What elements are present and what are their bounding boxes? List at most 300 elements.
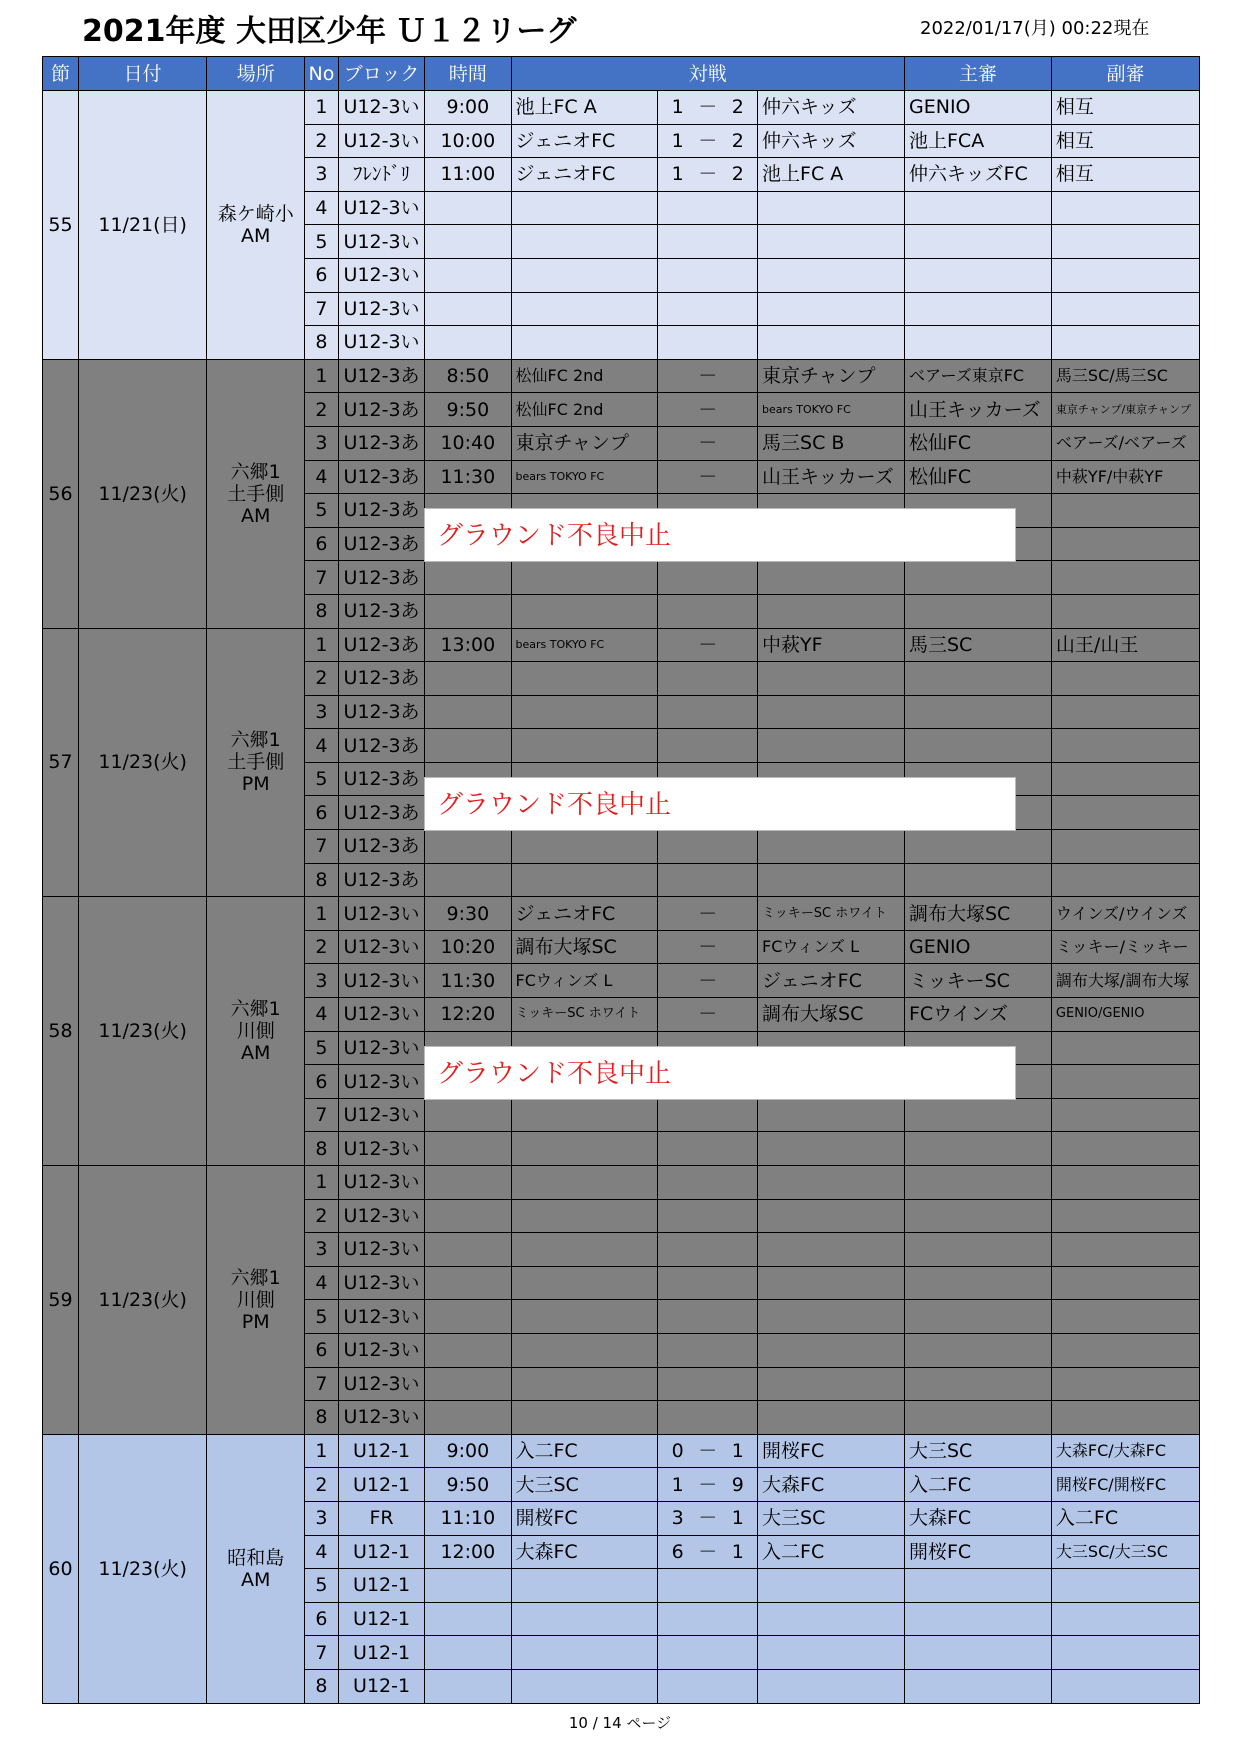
matchday-number: 59: [43, 1166, 79, 1435]
cancellation-notice: グラウンド不良中止: [424, 1046, 1016, 1100]
assistant-referee: [1051, 762, 1199, 796]
away-team: [758, 1233, 905, 1267]
away-score: [719, 830, 758, 864]
away-team: [758, 1636, 905, 1670]
game-no: 5: [305, 1569, 339, 1603]
score-separator: [697, 561, 719, 595]
referee: [905, 1166, 1052, 1200]
score-separator: [697, 1300, 719, 1334]
update-timestamp: 2022/01/17(月) 00:22現在: [920, 18, 1150, 39]
home-score: [658, 1199, 697, 1233]
kickoff-time: [425, 1132, 511, 1166]
away-team: [758, 326, 905, 360]
referee: [905, 729, 1052, 763]
referee: [905, 1333, 1052, 1367]
score-separator: －: [697, 124, 719, 158]
score-separator: [697, 1367, 719, 1401]
home-team: 松仙FC 2nd: [511, 359, 658, 393]
score-separator: －: [697, 1501, 719, 1535]
block-label: U12-3い: [338, 998, 424, 1032]
page-title: 2021年度 大田区少年 Ｕ１２リーグ: [82, 14, 577, 49]
assistant-referee: [1051, 796, 1199, 830]
home-team: ジェニオFC: [511, 158, 658, 192]
score-separator: [697, 1669, 719, 1703]
kickoff-time: 10:20: [425, 930, 511, 964]
game-no: 8: [305, 1132, 339, 1166]
away-score: [719, 1636, 758, 1670]
away-team: [758, 1602, 905, 1636]
away-score: [719, 628, 758, 662]
block-label: U12-3い: [338, 930, 424, 964]
table-row: [43, 1166, 1200, 1200]
game-no: 5: [305, 762, 339, 796]
away-team: ミッキーSC ホワイト: [758, 897, 905, 931]
home-team: bears TOKYO FC: [511, 460, 658, 494]
away-team: [758, 1333, 905, 1367]
game-no: 6: [305, 1065, 339, 1099]
assistant-referee: [1051, 292, 1199, 326]
away-score: [719, 964, 758, 998]
kickoff-time: [425, 258, 511, 292]
block-label: U12-3い: [338, 964, 424, 998]
referee: 大三SC: [905, 1434, 1052, 1468]
game-no: 7: [305, 561, 339, 595]
score-separator: [697, 292, 719, 326]
away-score: [719, 1333, 758, 1367]
home-score: [658, 1300, 697, 1334]
away-team: [758, 561, 905, 595]
score-separator: [697, 729, 719, 763]
home-score: 1: [658, 1468, 697, 1502]
assistant-referee: [1051, 1233, 1199, 1267]
home-score: [658, 359, 697, 393]
away-score: [719, 561, 758, 595]
assistant-referee: [1051, 1266, 1199, 1300]
referee: [905, 1199, 1052, 1233]
game-no: 3: [305, 695, 339, 729]
assistant-referee: [1051, 830, 1199, 864]
away-team: [758, 1300, 905, 1334]
game-no: 3: [305, 426, 339, 460]
away-score: [719, 191, 758, 225]
home-team: 池上FC A: [511, 91, 658, 125]
score-separator: [697, 1098, 719, 1132]
away-team: [758, 1098, 905, 1132]
away-team: [758, 1166, 905, 1200]
game-no: 2: [305, 1199, 339, 1233]
assistant-referee: ウインズ/ウインズ: [1051, 897, 1199, 931]
block-label: U12-3い: [338, 1233, 424, 1267]
away-team: 仲六キッズ: [758, 91, 905, 125]
assistant-referee: [1051, 1065, 1199, 1099]
assistant-referee: 調布大塚/調布大塚: [1051, 964, 1199, 998]
game-no: 1: [305, 897, 339, 931]
away-team: 仲六キッズ: [758, 124, 905, 158]
away-team: [758, 1199, 905, 1233]
block-label: ﾌﾚﾝﾄﾞﾘ: [338, 158, 424, 192]
referee: [905, 830, 1052, 864]
away-score: [719, 897, 758, 931]
referee: [905, 292, 1052, 326]
referee: GENIO: [905, 91, 1052, 125]
score-separator: [697, 191, 719, 225]
home-score: 0: [658, 1434, 697, 1468]
assistant-referee: 馬三SC/馬三SC: [1051, 359, 1199, 393]
away-score: [719, 998, 758, 1032]
home-score: [658, 1333, 697, 1367]
home-score: [658, 1602, 697, 1636]
away-team: 調布大塚SC: [758, 998, 905, 1032]
away-team: FCウィンズ L: [758, 930, 905, 964]
referee: [905, 326, 1052, 360]
home-score: [658, 594, 697, 628]
score-separator: [697, 225, 719, 259]
score-separator: －: [697, 158, 719, 192]
assistant-referee: [1051, 1098, 1199, 1132]
referee: [905, 1669, 1052, 1703]
away-team: bears TOKYO FC: [758, 393, 905, 427]
block-label: U12-3い: [338, 225, 424, 259]
home-score: [658, 1401, 697, 1435]
block-label: U12-3あ: [338, 359, 424, 393]
away-score: 2: [719, 124, 758, 158]
venue-name: 森ケ崎小 AM: [207, 91, 305, 360]
referee: [905, 1401, 1052, 1435]
away-team: [758, 1266, 905, 1300]
block-label: U12-3い: [338, 292, 424, 326]
game-no: 8: [305, 326, 339, 360]
away-score: [719, 359, 758, 393]
away-team: [758, 1669, 905, 1703]
home-team: [511, 561, 658, 595]
kickoff-time: [425, 1199, 511, 1233]
col-header-match: 対戦: [511, 57, 905, 91]
kickoff-time: [425, 729, 511, 763]
kickoff-time: [425, 1266, 511, 1300]
assistant-referee: [1051, 695, 1199, 729]
home-score: [658, 1367, 697, 1401]
home-team: 入二FC: [511, 1434, 658, 1468]
game-no: 4: [305, 1266, 339, 1300]
assistant-referee: [1051, 1132, 1199, 1166]
home-team: [511, 1569, 658, 1603]
away-team: 馬三SC B: [758, 426, 905, 460]
kickoff-time: 11:10: [425, 1501, 511, 1535]
assistant-referee: [1051, 225, 1199, 259]
referee: [905, 1132, 1052, 1166]
away-score: [719, 326, 758, 360]
assistant-referee: [1051, 729, 1199, 763]
home-score: [658, 863, 697, 897]
game-no: 7: [305, 1098, 339, 1132]
game-no: 4: [305, 460, 339, 494]
away-score: [719, 1401, 758, 1435]
referee: 仲六キッズFC: [905, 158, 1052, 192]
score-separator: －: [697, 393, 719, 427]
game-no: 3: [305, 158, 339, 192]
table-row: [43, 628, 1200, 662]
home-score: [658, 326, 697, 360]
home-score: [658, 830, 697, 864]
score-separator: －: [697, 426, 719, 460]
away-score: [719, 729, 758, 763]
kickoff-time: 12:00: [425, 1535, 511, 1569]
table-row: [43, 359, 1200, 393]
kickoff-time: [425, 191, 511, 225]
away-team: [758, 225, 905, 259]
block-label: U12-3い: [338, 1098, 424, 1132]
referee: [905, 258, 1052, 292]
referee: [905, 191, 1052, 225]
referee: [905, 561, 1052, 595]
home-score: [658, 930, 697, 964]
score-separator: [697, 1602, 719, 1636]
kickoff-time: [425, 1333, 511, 1367]
block-label: U12-3あ: [338, 695, 424, 729]
kickoff-time: 13:00: [425, 628, 511, 662]
col-header-no: No: [305, 57, 339, 91]
block-label: U12-1: [338, 1535, 424, 1569]
away-team: [758, 1367, 905, 1401]
assistant-referee: [1051, 863, 1199, 897]
block-label: U12-3い: [338, 1367, 424, 1401]
score-separator: －: [697, 359, 719, 393]
kickoff-time: [425, 1602, 511, 1636]
game-no: 8: [305, 863, 339, 897]
home-score: [658, 258, 697, 292]
kickoff-time: 10:00: [425, 124, 511, 158]
away-score: [719, 1669, 758, 1703]
away-team: [758, 1401, 905, 1435]
score-separator: [697, 830, 719, 864]
referee: FCウインズ: [905, 998, 1052, 1032]
home-team: [511, 1132, 658, 1166]
home-score: 1: [658, 158, 697, 192]
assistant-referee: [1051, 1199, 1199, 1233]
assistant-referee: [1051, 561, 1199, 595]
assistant-referee: [1051, 1602, 1199, 1636]
score-separator: [697, 863, 719, 897]
away-team: [758, 662, 905, 696]
block-label: U12-3い: [338, 124, 424, 158]
home-team: [511, 594, 658, 628]
block-label: U12-1: [338, 1669, 424, 1703]
game-no: 8: [305, 1669, 339, 1703]
assistant-referee: [1051, 1669, 1199, 1703]
referee: [905, 1300, 1052, 1334]
home-team: [511, 1300, 658, 1334]
home-score: [658, 1636, 697, 1670]
kickoff-time: [425, 1367, 511, 1401]
block-label: U12-3い: [338, 258, 424, 292]
home-team: 大三SC: [511, 1468, 658, 1502]
referee: [905, 863, 1052, 897]
block-label: U12-3い: [338, 1266, 424, 1300]
home-team: [511, 662, 658, 696]
game-no: 1: [305, 1166, 339, 1200]
match-date: 11/23(火): [78, 1166, 206, 1435]
home-score: [658, 729, 697, 763]
home-team: [511, 1636, 658, 1670]
score-separator: [697, 1266, 719, 1300]
home-team: [511, 1266, 658, 1300]
home-score: [658, 393, 697, 427]
assistant-referee: 相互: [1051, 91, 1199, 125]
assistant-referee: [1051, 191, 1199, 225]
away-score: [719, 594, 758, 628]
assistant-referee: [1051, 1569, 1199, 1603]
match-date: 11/23(火): [78, 1434, 206, 1703]
assistant-referee: [1051, 1166, 1199, 1200]
home-score: 3: [658, 1501, 697, 1535]
game-no: 8: [305, 594, 339, 628]
referee: [905, 1266, 1052, 1300]
assistant-referee: [1051, 326, 1199, 360]
assistant-referee: [1051, 662, 1199, 696]
table-row: [43, 897, 1200, 931]
score-separator: －: [697, 998, 719, 1032]
block-label: U12-3あ: [338, 662, 424, 696]
matchday-number: 56: [43, 359, 79, 628]
assistant-referee: 開桜FC/開桜FC: [1051, 1468, 1199, 1502]
block-label: U12-3あ: [338, 527, 424, 561]
block-label: U12-3い: [338, 897, 424, 931]
referee: [905, 1602, 1052, 1636]
table-row: [43, 1434, 1200, 1468]
assistant-referee: [1051, 1031, 1199, 1065]
away-team: [758, 830, 905, 864]
referee: [905, 662, 1052, 696]
home-score: [658, 561, 697, 595]
away-score: 2: [719, 158, 758, 192]
away-score: [719, 1367, 758, 1401]
away-team: 大三SC: [758, 1501, 905, 1535]
home-team: [511, 225, 658, 259]
referee: [905, 594, 1052, 628]
assistant-referee: 中萩YF/中萩YF: [1051, 460, 1199, 494]
away-team: 池上FC A: [758, 158, 905, 192]
away-score: [719, 930, 758, 964]
away-team: [758, 191, 905, 225]
home-score: [658, 1266, 697, 1300]
assistant-referee: 入二FC: [1051, 1501, 1199, 1535]
block-label: U12-3あ: [338, 762, 424, 796]
home-team: [511, 863, 658, 897]
kickoff-time: 9:50: [425, 1468, 511, 1502]
score-separator: [697, 1333, 719, 1367]
block-label: U12-3い: [338, 91, 424, 125]
home-team: bears TOKYO FC: [511, 628, 658, 662]
matchday-number: 58: [43, 897, 79, 1166]
score-separator: －: [697, 460, 719, 494]
kickoff-time: 9:00: [425, 91, 511, 125]
away-score: [719, 1602, 758, 1636]
block-label: U12-3い: [338, 326, 424, 360]
assistant-referee: [1051, 494, 1199, 528]
score-separator: －: [697, 897, 719, 931]
game-no: 5: [305, 1300, 339, 1334]
game-no: 6: [305, 527, 339, 561]
game-no: 7: [305, 1367, 339, 1401]
home-team: [511, 258, 658, 292]
home-score: [658, 1569, 697, 1603]
away-team: [758, 729, 905, 763]
home-team: 開桜FC: [511, 1501, 658, 1535]
away-score: [719, 1166, 758, 1200]
venue-name: 昭和島 AM: [207, 1434, 305, 1703]
home-team: [511, 1199, 658, 1233]
score-separator: －: [697, 964, 719, 998]
game-no: 1: [305, 359, 339, 393]
kickoff-time: [425, 1166, 511, 1200]
col-header-matchday: 節: [43, 57, 79, 91]
referee: [905, 1636, 1052, 1670]
away-score: [719, 1233, 758, 1267]
referee: 松仙FC: [905, 426, 1052, 460]
block-label: U12-1: [338, 1569, 424, 1603]
home-score: 1: [658, 124, 697, 158]
referee: 入二FC: [905, 1468, 1052, 1502]
home-team: [511, 292, 658, 326]
away-score: [719, 1098, 758, 1132]
referee: [905, 695, 1052, 729]
venue-name: 六郷1 川側 AM: [207, 897, 305, 1166]
matchday-number: 57: [43, 628, 79, 897]
cancellation-notice: グラウンド不良中止: [424, 777, 1016, 831]
block-label: U12-3あ: [338, 628, 424, 662]
game-no: 4: [305, 191, 339, 225]
away-team: [758, 258, 905, 292]
kickoff-time: [425, 1636, 511, 1670]
schedule-table: [42, 56, 1200, 1704]
score-separator: －: [697, 1434, 719, 1468]
away-score: 9: [719, 1468, 758, 1502]
away-team: [758, 1132, 905, 1166]
table-header-row: [43, 57, 1200, 91]
kickoff-time: 10:40: [425, 426, 511, 460]
kickoff-time: [425, 1401, 511, 1435]
matchday-number: 60: [43, 1434, 79, 1703]
game-no: 2: [305, 930, 339, 964]
home-team: [511, 1233, 658, 1267]
kickoff-time: 9:00: [425, 1434, 511, 1468]
block-label: U12-1: [338, 1636, 424, 1670]
away-score: 2: [719, 91, 758, 125]
kickoff-time: [425, 662, 511, 696]
block-label: U12-3い: [338, 1166, 424, 1200]
assistant-referee: [1051, 527, 1199, 561]
col-header-date: 日付: [78, 57, 206, 91]
table-row: [43, 91, 1200, 125]
block-label: U12-3い: [338, 1300, 424, 1334]
kickoff-time: [425, 1569, 511, 1603]
home-team: 東京チャンプ: [511, 426, 658, 460]
home-team: [511, 695, 658, 729]
block-label: U12-3い: [338, 1401, 424, 1435]
game-no: 6: [305, 258, 339, 292]
block-label: U12-3あ: [338, 594, 424, 628]
referee: [905, 1367, 1052, 1401]
referee: 大森FC: [905, 1501, 1052, 1535]
home-score: [658, 662, 697, 696]
home-team: [511, 1602, 658, 1636]
away-score: [719, 1132, 758, 1166]
home-team: 調布大塚SC: [511, 930, 658, 964]
kickoff-time: [425, 1669, 511, 1703]
assistant-referee: 相互: [1051, 158, 1199, 192]
home-team: [511, 326, 658, 360]
assistant-referee: ベアーズ/ベアーズ: [1051, 426, 1199, 460]
